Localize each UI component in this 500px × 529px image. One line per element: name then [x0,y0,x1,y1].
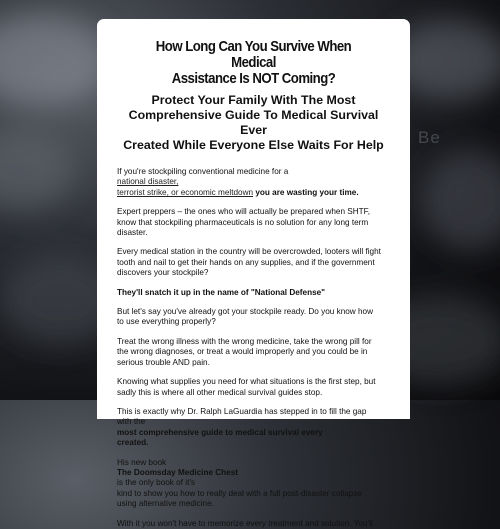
text: If you're stockpiling conventional medicine for a [117,167,289,176]
paragraph-national-defense: They'll snatch it up in the name of "National Defense" [117,287,326,297]
paragraph-book [117,458,390,510]
paragraph-supplies [117,377,390,398]
sales-page-card [97,19,410,528]
bold-text: created. [117,438,149,448]
paragraph-line: sadly this is where all other medical survival guides stop. [117,387,323,397]
paragraph-line [117,417,390,438]
disaster-link-2[interactable]: terrorist strike, or economic meltdown [117,187,254,197]
paragraph-line [117,188,390,198]
paragraph-line: serious trouble AND pain. [117,357,210,367]
paragraph-preppers [117,207,390,238]
text: is the only book of it's [117,478,196,488]
paragraph-intro [117,167,390,198]
subheadline-line: Protect Your Family With The Most [151,93,356,107]
paragraph-line: Expert preppers – the ones who will actually be prepared when SHTF, [117,207,371,217]
disaster-link[interactable]: national disaster, [117,177,179,187]
subheadline-line: Comprehensive Guide To Medical Survival Ever [128,108,379,137]
paragraph-line: the wrong diagnoses, or treat a would improperly and you could be in [117,347,368,357]
paragraph-dr-laguardia [117,407,390,449]
paragraph-line: Knowing what supplies you need for what situations is the first step, but [117,377,376,387]
paragraph-line: kind to show you how to really deal with a full post-disaster collapse [117,488,362,498]
bold-text: you are wasting your time. [255,187,359,197]
subheadline-line: Created While Everyone Else Waits For Help [123,138,384,152]
bold-text: most comprehensive guide to medical survival every [117,427,323,437]
text: with the [117,417,146,427]
sales-content [97,19,410,529]
paragraph-wrong-medicine [117,337,390,368]
paragraph-line: But let's say you've already got your stockpile ready. Do you know how [117,307,374,317]
paragraph-line: to use everything properly? [117,317,216,327]
paragraph-line [117,438,390,448]
paragraph-line: know that stockpiling pharmaceuticals is no solution for any long term [117,217,369,227]
paragraph-medical-station [117,247,390,278]
paragraph-line: Treat the wrong illness with the wrong medicine, take the wrong pill for [117,336,372,346]
headline-line: How Long Can You Survive When Medical [155,38,352,71]
paragraph-line: using alternative medicine. [117,499,214,509]
paragraph-line: disaster. [117,228,148,238]
paragraph-stockpile [117,307,390,328]
paragraph-line: tooth and nail to get their hands on any supplies, and if the government [117,257,375,267]
paragraph-line: This is exactly why Dr. Ralph LaGuardia has stepped in to fill the gap [117,406,367,416]
paragraph-line [117,167,390,188]
book-title: The Doomsday Medicine Chest [117,467,239,477]
background-faded-text: Be [418,128,441,147]
paragraph-line: discovers your stockpile? [117,268,209,278]
text: His new book [117,457,167,467]
page-subheadline [117,93,390,153]
headline-line: Assistance Is NOT Coming? [171,70,336,87]
paragraph-line [117,458,390,489]
paragraph-line: Every medical station in the country will be overcrowded, looters will fight [117,247,381,257]
paragraph-memorize: With it you won't have to memorize every treatment and solution. You'll [117,518,373,528]
page-headline [133,39,373,87]
